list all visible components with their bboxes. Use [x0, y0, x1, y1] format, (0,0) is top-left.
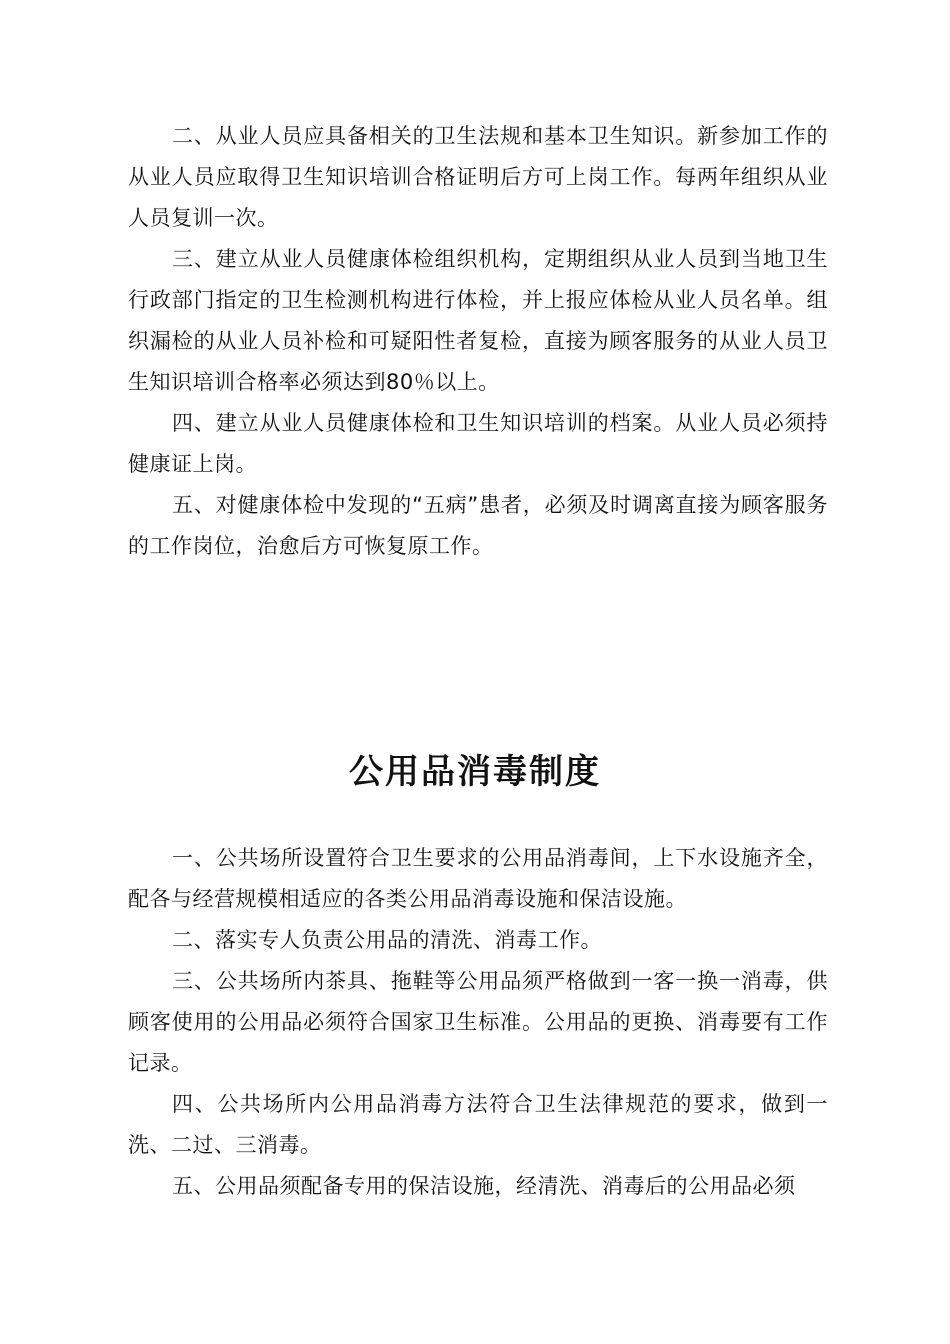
staff-health-section	[128, 116, 828, 567]
section-title: 公用品消毒制度	[349, 752, 601, 792]
paragraph-2: 二、从业人员应具备相关的卫生法规和基本卫生知识。新参加工作的从业人员应取得卫生知识培训合格证明后方可上岗工作。每两年组织从业人员复训一次。	[128, 124, 828, 230]
paragraph-3: 三、公共场所内茶具、拖鞋等公用品须严格做到一客一换一消毒，供顾客使用的公用品必须符合国家卫生标准。公用品的更换、消毒要有工作记录。	[128, 969, 828, 1075]
paragraph-3: 三、建立从业人员健康体检组织机构，定期组织从业人员到当地卫生行政部门指定的卫生检测机构进行体检，并上报应体检从业人员名单。组织漏检的从业人员补检和可疑阳性者复检，直接为顾客服务的从业人员卫生知识培训合格率必须达到80％以上。	[128, 247, 828, 394]
paragraph-5: 五、对健康体检中发现的“五病”患者，必须及时调离直接为顾客服务的工作岗位，治愈后方可恢复原工作。	[128, 493, 828, 558]
paragraph-5: 五、公用品须配备专用的保洁设施，经清洗、消毒后的公用品必须	[172, 1174, 796, 1198]
disinfection-section	[128, 838, 828, 1207]
paragraph-4: 四、建立从业人员健康体检和卫生知识培训的档案。从业人员必须持健康证上岗。	[128, 411, 828, 476]
paragraph-4: 四、公共场所内公用品消毒方法符合卫生法律规范的要求，做到一洗、二过、三消毒。	[128, 1092, 828, 1157]
paragraph-1: 一、公共场所设置符合卫生要求的公用品消毒间，上下水设施齐全，配各与经营规模相适应的各类公用品消毒设施和保洁设施。	[128, 846, 828, 911]
paragraph-2: 二、落实专人负责公用品的清洗、消毒工作。	[172, 928, 602, 952]
